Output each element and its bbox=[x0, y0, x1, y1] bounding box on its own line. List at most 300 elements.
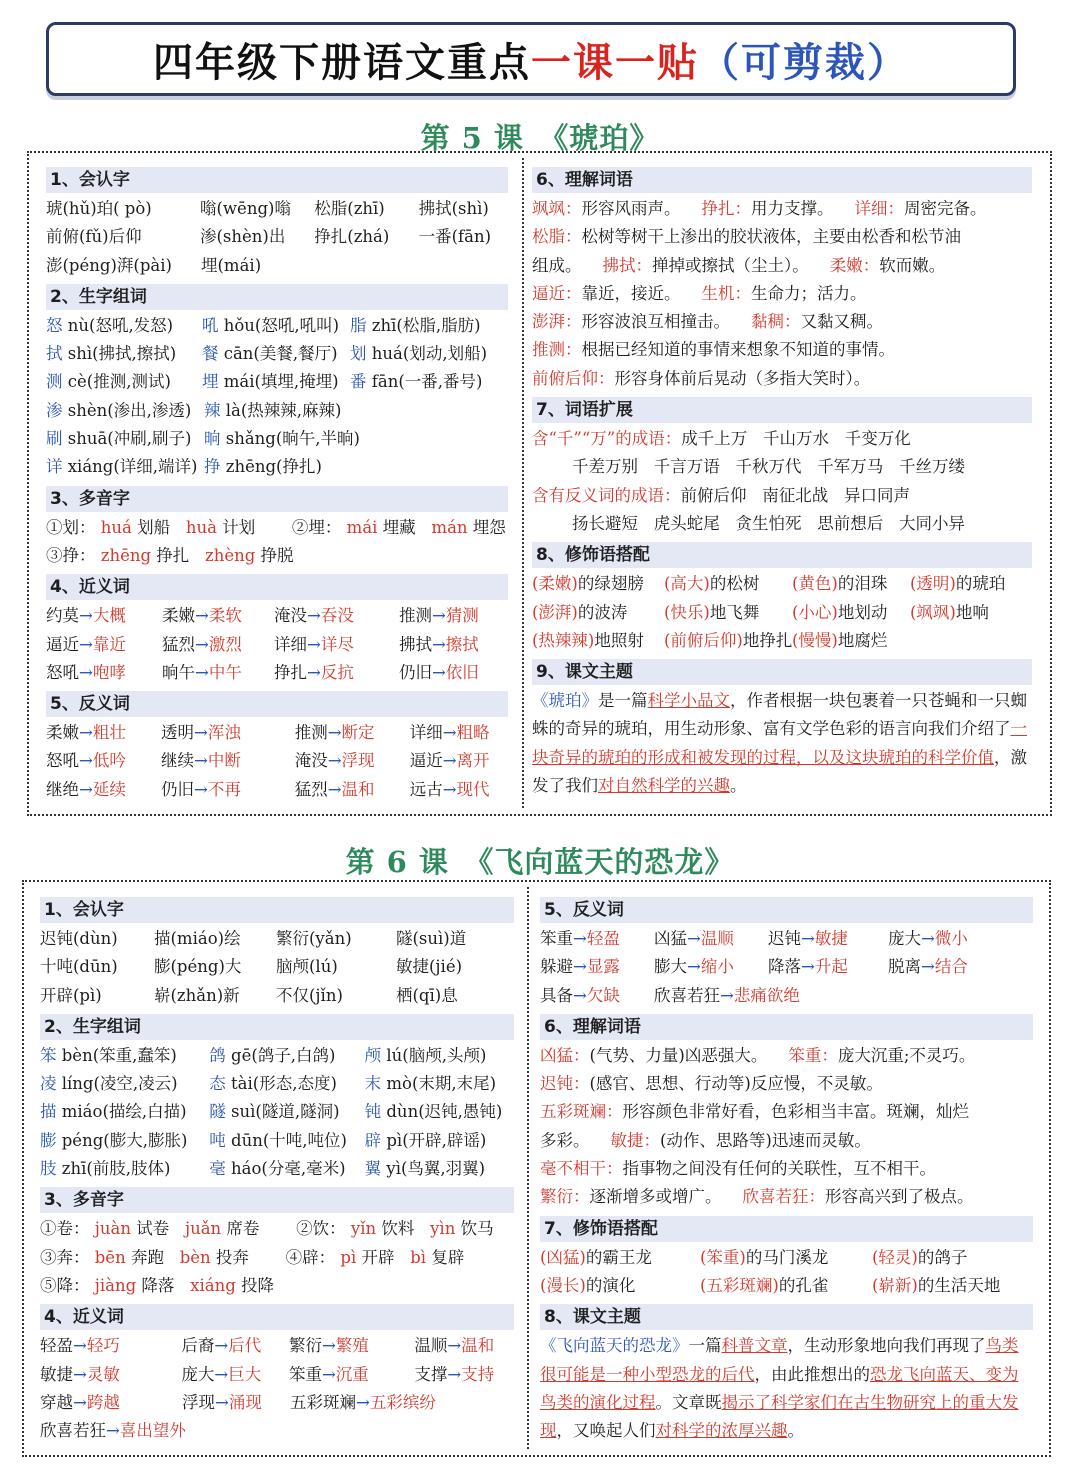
char: 态 bbox=[209, 1074, 232, 1094]
char-words: xiáng(详细,端详) bbox=[67, 457, 198, 477]
word-pair bbox=[46, 602, 162, 630]
text-run: 揭示了科学家们在古生物研究上的重大发现 bbox=[540, 1392, 1019, 1441]
term: 推测： bbox=[532, 340, 582, 360]
idiom: 千秋万代 bbox=[735, 457, 818, 477]
word: 远古 bbox=[409, 779, 443, 799]
char: 描 bbox=[40, 1102, 62, 1122]
char: 翼 bbox=[364, 1159, 387, 1179]
example-word: 投奔 bbox=[215, 1247, 260, 1267]
char-words: suì(隧道,隧洞) bbox=[231, 1102, 340, 1122]
definition: (动作、思路等)迅速而灵敏。 bbox=[659, 1130, 871, 1150]
text-row bbox=[532, 482, 1032, 510]
paired-word: 轻盈 bbox=[586, 929, 620, 948]
paired-word: 激烈 bbox=[208, 634, 242, 654]
arrow-icon: → bbox=[79, 723, 93, 743]
word-pair bbox=[399, 659, 508, 687]
arrow-icon: → bbox=[573, 957, 587, 977]
paired-word: 粗壮 bbox=[92, 723, 126, 743]
word-item: 敏捷(jié) bbox=[396, 957, 463, 977]
example-word: 饮马 bbox=[460, 1219, 505, 1239]
pinyin: huá bbox=[95, 517, 138, 537]
example-word: 试卷 bbox=[136, 1219, 180, 1239]
char-words: huá(划动,划船) bbox=[371, 344, 488, 364]
word: 逼近 bbox=[46, 634, 79, 654]
char-words: miáo(描绘,白描) bbox=[61, 1102, 187, 1122]
char-group bbox=[350, 312, 508, 340]
char-group bbox=[365, 1127, 514, 1155]
word-pair bbox=[40, 1332, 181, 1360]
text-row bbox=[46, 514, 517, 542]
text-row bbox=[540, 1272, 1033, 1300]
word-pair bbox=[654, 953, 768, 981]
example-word: 开辟 bbox=[361, 1247, 405, 1267]
word-pair bbox=[888, 925, 988, 953]
modifier: (快乐) bbox=[664, 602, 710, 622]
book-title: 《飞向蓝天的恐龙》 bbox=[540, 1336, 689, 1356]
text-row bbox=[540, 1183, 1033, 1211]
word-pair bbox=[768, 953, 888, 981]
arrow-icon: → bbox=[79, 662, 93, 682]
modifier: (黄色) bbox=[792, 574, 838, 594]
paired-word: 欠缺 bbox=[586, 985, 620, 1005]
char-words: nù(怒吼,发怒) bbox=[67, 315, 174, 335]
char-group bbox=[365, 1098, 514, 1126]
word-pair bbox=[295, 776, 410, 804]
pinyin: mán bbox=[426, 517, 473, 537]
modifier-pair bbox=[664, 570, 792, 598]
word-pair bbox=[46, 776, 161, 804]
text-run: 鸟类很可能是一种小型恐龙的后代 bbox=[540, 1336, 1019, 1384]
definition: 形容颜色非常好看，色彩相当丰富。斑斓，灿烂 bbox=[622, 1102, 969, 1122]
char: 末 bbox=[364, 1074, 387, 1094]
example-word: 挣脱 bbox=[260, 545, 305, 565]
pinyin: zhèng bbox=[199, 545, 261, 565]
definition: 庞大沉重;不灵巧。 bbox=[837, 1045, 976, 1065]
word-pair bbox=[161, 747, 295, 775]
modifier-pair bbox=[532, 570, 664, 598]
word: 庞大 bbox=[181, 1364, 215, 1384]
section-heading: 2、生字组词 bbox=[40, 1014, 514, 1040]
lesson5-divider bbox=[522, 158, 524, 808]
paired-word: 柔软 bbox=[208, 606, 242, 626]
word-pair bbox=[295, 747, 410, 775]
lesson6-title: 第 6 课 《飞向蓝天的恐龙》 bbox=[345, 845, 735, 879]
word: 躲避 bbox=[540, 957, 573, 977]
text-row bbox=[540, 953, 1033, 981]
paired-word: 温和 bbox=[461, 1336, 495, 1356]
lesson6-right-column bbox=[540, 893, 1033, 1445]
word-pair bbox=[182, 1389, 290, 1417]
polyphone-char: ①卷： bbox=[40, 1219, 90, 1239]
term: 敏捷： bbox=[610, 1130, 660, 1150]
char-words: líng(凌空,凌云) bbox=[61, 1074, 178, 1094]
word-item: 松脂(zhī) bbox=[314, 199, 385, 218]
word: 脱离 bbox=[888, 957, 921, 977]
word: 逼近 bbox=[409, 751, 443, 771]
modifier: (澎湃) bbox=[532, 602, 578, 622]
paired-word: 猜测 bbox=[445, 606, 479, 626]
word-item: 栖(qī)息 bbox=[396, 985, 458, 1005]
char-group bbox=[204, 453, 354, 481]
paired-word: 温和 bbox=[341, 779, 375, 799]
word-item: 繁衍(yǎn) bbox=[276, 929, 352, 948]
word: 温顺 bbox=[414, 1336, 448, 1356]
modifier: (崭新) bbox=[872, 1275, 918, 1295]
lesson6-left-column bbox=[40, 893, 514, 1445]
char-group bbox=[209, 1155, 364, 1183]
char: 渗 bbox=[46, 400, 68, 420]
char-words: gē(鸽子,白鸽) bbox=[231, 1045, 336, 1065]
word-item: 描(miáo)绘 bbox=[154, 929, 241, 948]
modifier: (漫长) bbox=[540, 1275, 586, 1295]
text-row bbox=[40, 1127, 514, 1155]
word-pair bbox=[46, 747, 161, 775]
word: 繁衍 bbox=[288, 1336, 322, 1356]
word: 柔嫩 bbox=[162, 606, 195, 626]
phrase: 的泪珠 bbox=[837, 574, 888, 594]
text-row bbox=[46, 252, 508, 280]
word: 拂拭 bbox=[398, 634, 432, 654]
char-words: shì(拂拭,擦拭) bbox=[67, 344, 177, 364]
word-item: 渗(shèn)出 bbox=[200, 227, 286, 247]
arrow-icon: → bbox=[79, 779, 93, 799]
example-word: 埋藏 bbox=[382, 517, 427, 537]
arrow-icon: → bbox=[307, 634, 321, 654]
definition: 形容风雨声。 bbox=[581, 199, 681, 218]
word-item: 崭(zhǎn)新 bbox=[154, 985, 240, 1005]
modifier: (小心) bbox=[792, 602, 838, 622]
char-group bbox=[202, 368, 350, 396]
text-row bbox=[532, 336, 1032, 364]
definition: 形容波浪互相撞击。 bbox=[581, 312, 730, 332]
definition: 靠近，接近。 bbox=[581, 283, 681, 303]
char-words: dūn(十吨,吨位) bbox=[231, 1130, 347, 1150]
word-pair bbox=[46, 659, 162, 687]
term: 欣喜若狂： bbox=[742, 1187, 825, 1207]
text-row bbox=[532, 570, 1032, 598]
example-word: 奔跑 bbox=[130, 1247, 175, 1267]
text-row bbox=[40, 1070, 514, 1098]
word: 庞大 bbox=[888, 929, 921, 948]
arrow-icon: → bbox=[921, 957, 935, 977]
arrow-icon: → bbox=[327, 723, 342, 743]
word-pair bbox=[162, 659, 274, 687]
arrow-icon: → bbox=[327, 779, 342, 799]
word-pair bbox=[181, 1361, 289, 1389]
pinyin: mái bbox=[341, 517, 383, 537]
spacer bbox=[582, 252, 603, 280]
paired-word: 断定 bbox=[341, 723, 375, 743]
definition: 软而嫩。 bbox=[879, 255, 946, 275]
word-item: 膨(péng)大 bbox=[154, 957, 242, 977]
char-group bbox=[365, 1070, 514, 1098]
paired-word: 详尽 bbox=[320, 634, 354, 654]
word: 怒吼 bbox=[46, 662, 79, 682]
modifier-pair bbox=[792, 627, 910, 655]
char-words: mái(填埋,掩埋) bbox=[223, 372, 339, 392]
word-pair bbox=[410, 747, 508, 775]
text-row bbox=[46, 719, 508, 747]
text-row bbox=[46, 602, 508, 630]
text-run: 是一篇 bbox=[598, 691, 648, 711]
page-banner bbox=[46, 22, 1016, 96]
arrow-icon: → bbox=[194, 751, 208, 771]
arrow-icon: → bbox=[79, 606, 93, 626]
word-pair bbox=[161, 719, 295, 747]
char-group bbox=[40, 1155, 209, 1183]
text-run: 一块奇异的琥珀的形成和被发现的过程，以及这块琥珀的科学价值 bbox=[532, 719, 1027, 767]
idiom: 千山万水 bbox=[763, 429, 845, 449]
char-group bbox=[209, 1127, 364, 1155]
char-group bbox=[350, 368, 508, 396]
paired-word: 灵敏 bbox=[86, 1364, 120, 1384]
char: 刷 bbox=[46, 429, 68, 449]
char: 颅 bbox=[364, 1045, 387, 1065]
text-row bbox=[46, 340, 508, 368]
section-heading: 9、课文主题 bbox=[532, 659, 1032, 685]
modifier-pair bbox=[540, 1244, 700, 1272]
paired-word: 结合 bbox=[934, 957, 968, 977]
word-pair bbox=[410, 776, 508, 804]
char: 测 bbox=[46, 372, 68, 392]
char-group bbox=[46, 397, 204, 425]
arrow-icon: → bbox=[307, 662, 321, 682]
example-word: 计划 bbox=[222, 517, 266, 537]
paired-word: 跨越 bbox=[86, 1392, 120, 1412]
word-pair bbox=[290, 1389, 436, 1417]
pinyin: bì bbox=[404, 1247, 432, 1267]
paired-word: 依旧 bbox=[445, 662, 479, 682]
word: 怒吼 bbox=[46, 751, 79, 771]
section-heading: 3、多音字 bbox=[46, 486, 508, 512]
spacer bbox=[730, 308, 751, 336]
word-item: 埋(mái) bbox=[201, 255, 262, 275]
word: 推测 bbox=[294, 723, 328, 743]
word-pair bbox=[399, 602, 508, 630]
word: 笨重 bbox=[288, 1364, 322, 1384]
word-pair bbox=[162, 602, 274, 630]
word-item: 一番(fān) bbox=[418, 227, 492, 247]
idiom: 异口同声 bbox=[844, 485, 926, 505]
lesson5-right-column bbox=[532, 163, 1032, 800]
definition: 松树等树干上渗出的胶状液体，主要由松香和松节油 bbox=[581, 227, 961, 247]
arrow-icon: → bbox=[327, 751, 342, 771]
text-run: 一篇 bbox=[688, 1336, 722, 1356]
paired-word: 现代 bbox=[456, 779, 490, 799]
text-row bbox=[40, 1155, 514, 1183]
text-row bbox=[40, 1098, 514, 1126]
arrow-icon: → bbox=[215, 1392, 229, 1412]
char: 怒 bbox=[46, 315, 68, 335]
paired-word: 中午 bbox=[208, 662, 242, 682]
term: 飒飒： bbox=[532, 199, 582, 218]
char-group bbox=[40, 1070, 209, 1098]
word-item: 开辟(pì) bbox=[40, 985, 102, 1005]
pinyin: yìn bbox=[424, 1219, 461, 1239]
paired-word: 中断 bbox=[207, 751, 241, 771]
idiom: 千言万语 bbox=[653, 457, 736, 477]
char-group bbox=[40, 1042, 209, 1070]
char-words: yì(鸟翼,羽翼) bbox=[386, 1159, 486, 1179]
idiom: 大同小异 bbox=[899, 513, 981, 533]
text-row bbox=[46, 312, 508, 340]
definition: 指事物之间没有任何的关联性，互不相干。 bbox=[622, 1159, 936, 1179]
word-pair bbox=[410, 719, 508, 747]
phrase: 地飞舞 bbox=[709, 602, 760, 622]
idiom: 千丝万缕 bbox=[899, 457, 981, 477]
paired-word: 喜出望外 bbox=[119, 1421, 186, 1441]
example-word: 降落 bbox=[141, 1275, 185, 1295]
text-row bbox=[40, 1215, 514, 1243]
text-run: 。 bbox=[787, 1421, 804, 1441]
polyphone-char: ⑤降： bbox=[40, 1275, 90, 1295]
text-row bbox=[532, 252, 1032, 280]
word: 淹没 bbox=[294, 751, 328, 771]
modifier: (柔嫩) bbox=[532, 574, 578, 594]
pinyin: huà bbox=[180, 517, 223, 537]
arrow-icon: → bbox=[321, 1364, 336, 1384]
paired-word: 反抗 bbox=[320, 662, 354, 682]
definition: 生命力；活力。 bbox=[750, 283, 867, 303]
arrow-icon: → bbox=[214, 1364, 229, 1384]
example-word: 席卷 bbox=[226, 1219, 270, 1239]
spacer bbox=[270, 1215, 296, 1243]
phrase: 地照射 bbox=[594, 630, 644, 650]
definition: 又黏又稠。 bbox=[800, 312, 883, 332]
modifier: (笨重) bbox=[700, 1247, 746, 1267]
arrow-icon: → bbox=[79, 634, 93, 654]
term: 松脂： bbox=[532, 227, 582, 247]
word: 推测 bbox=[398, 606, 432, 626]
char-words: fān(一番,番号) bbox=[371, 372, 483, 392]
modifier-pair bbox=[792, 570, 910, 598]
paired-word: 显露 bbox=[586, 957, 620, 977]
paired-word: 浮现 bbox=[341, 751, 375, 771]
text-row bbox=[532, 510, 1032, 538]
text-run: ，又唤起人们 bbox=[556, 1421, 656, 1441]
word: 欣喜若狂 bbox=[40, 1421, 106, 1441]
polyphone-char: ②埋： bbox=[291, 517, 342, 537]
example-word: 划船 bbox=[137, 517, 181, 537]
word: 欣喜若狂 bbox=[654, 985, 720, 1005]
char-group bbox=[209, 1098, 364, 1126]
char: 晌 bbox=[204, 429, 226, 449]
modifier-pair bbox=[664, 627, 792, 655]
char: 吨 bbox=[209, 1130, 232, 1150]
text-row bbox=[532, 453, 1032, 481]
modifier: (轻灵) bbox=[872, 1247, 918, 1267]
idiom: 思前想后 bbox=[817, 513, 899, 533]
text-row bbox=[46, 223, 508, 251]
term: 生机： bbox=[701, 283, 751, 303]
text-row bbox=[532, 365, 1032, 393]
paired-word: 缩小 bbox=[700, 957, 734, 977]
theme-paragraph bbox=[540, 1332, 1033, 1445]
arrow-icon: → bbox=[921, 929, 935, 948]
arrow-icon: → bbox=[442, 779, 457, 799]
term: 凶猛： bbox=[540, 1045, 590, 1065]
char: 隧 bbox=[209, 1102, 232, 1122]
paired-word: 后代 bbox=[228, 1336, 262, 1356]
word: 膨大 bbox=[654, 957, 687, 977]
paired-word: 靠近 bbox=[92, 634, 126, 654]
example-word: 复辟 bbox=[431, 1247, 475, 1267]
definition: 根据已经知道的事情来想象不知道的事情。 bbox=[581, 340, 895, 360]
modifier: (透明) bbox=[910, 574, 956, 594]
text-row bbox=[532, 280, 1032, 308]
spacer bbox=[722, 1183, 743, 1211]
paired-word: 离开 bbox=[456, 751, 490, 771]
word: 淹没 bbox=[274, 606, 308, 626]
text-run: ，作者根据一块包裹着一只苍蝇和一只蜘蛛的奇异的琥珀，用生动形象、富有文学色彩的语言向我们介绍了 bbox=[532, 691, 1027, 739]
word-pair bbox=[540, 982, 654, 1010]
paired-word: 悲痛欲绝 bbox=[733, 985, 800, 1005]
spacer bbox=[809, 252, 830, 280]
arrow-icon: → bbox=[73, 1392, 87, 1412]
modifier: (凶猛) bbox=[540, 1247, 586, 1267]
section-heading: 1、会认字 bbox=[46, 167, 508, 193]
spacer bbox=[767, 1042, 788, 1070]
modifier: (高大) bbox=[664, 574, 710, 594]
pinyin: yǐn bbox=[345, 1219, 382, 1239]
pinyin: juàn bbox=[89, 1219, 137, 1239]
word-item: 不仅(jǐn) bbox=[276, 985, 343, 1005]
term: 繁衍： bbox=[540, 1187, 590, 1207]
text-row bbox=[40, 1361, 514, 1389]
term: 笨重： bbox=[788, 1045, 838, 1065]
banner-title-black: 四年级下册语文重点 bbox=[153, 39, 531, 86]
term: 前俯后仰： bbox=[532, 368, 615, 388]
term: 拂拭： bbox=[602, 255, 652, 275]
spacer bbox=[590, 1127, 611, 1155]
phrase: 的霸王龙 bbox=[585, 1247, 652, 1267]
definition: 用力支撑。 bbox=[750, 199, 834, 218]
word: 仍旧 bbox=[398, 662, 432, 682]
section-heading: 6、理解词语 bbox=[540, 1014, 1033, 1040]
arrow-icon: → bbox=[442, 751, 457, 771]
word-item: 挣扎(zhá) bbox=[314, 227, 390, 247]
word-pair bbox=[40, 1417, 186, 1445]
term: 毫不相干： bbox=[540, 1159, 623, 1179]
text-run: 。文章既 bbox=[655, 1392, 722, 1412]
char: 拭 bbox=[46, 344, 68, 364]
arrow-icon: → bbox=[79, 751, 93, 771]
char: 详 bbox=[46, 457, 68, 477]
char: 划 bbox=[350, 344, 372, 364]
definition: 周密完备。 bbox=[903, 199, 987, 218]
polyphone-char: ①划： bbox=[46, 517, 96, 537]
char-words: bèn(笨重,蠢笨) bbox=[61, 1045, 177, 1065]
paired-word: 涌现 bbox=[228, 1392, 262, 1412]
text-row bbox=[40, 1042, 514, 1070]
word-pair bbox=[540, 925, 654, 953]
section-heading: 6、理解词语 bbox=[532, 167, 1032, 193]
char-words: shuā(冲刷,刷子) bbox=[67, 429, 192, 449]
text-row bbox=[532, 425, 1032, 453]
paired-word: 浑浊 bbox=[207, 723, 241, 743]
word: 笨重 bbox=[540, 929, 573, 948]
example-word: 埋怨 bbox=[472, 517, 517, 537]
text-row bbox=[40, 1244, 514, 1272]
arrow-icon: → bbox=[195, 606, 209, 626]
char-group bbox=[46, 368, 202, 396]
char: 钝 bbox=[364, 1102, 387, 1122]
paired-word: 升起 bbox=[814, 957, 848, 977]
text-row bbox=[540, 1127, 1033, 1155]
char: 番 bbox=[350, 372, 372, 392]
word: 柔嫩 bbox=[46, 723, 79, 743]
text-row bbox=[46, 453, 508, 481]
